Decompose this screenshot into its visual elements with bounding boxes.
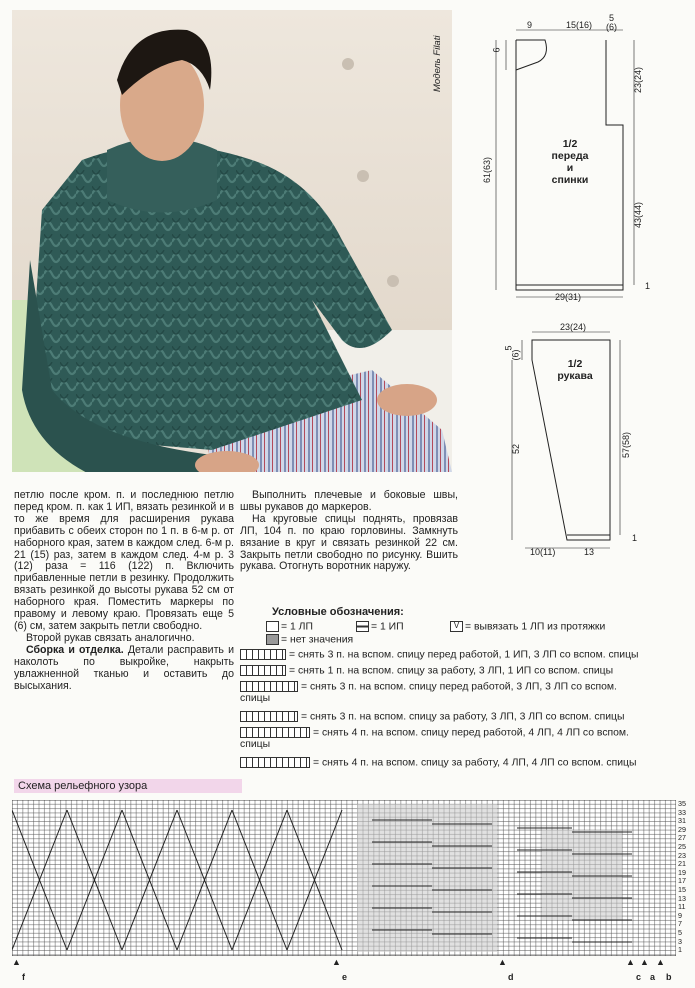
chart-row-number: 17 bbox=[678, 876, 686, 886]
chart-row-number: 3 bbox=[678, 936, 682, 946]
body-title-line: 1/2 bbox=[562, 138, 578, 150]
assembly-heading: Сборка и отделка. bbox=[26, 643, 124, 656]
chart-marker bbox=[626, 957, 642, 982]
marker-label: c bbox=[636, 972, 642, 982]
marker-arrow-icon: ▲ bbox=[498, 957, 507, 967]
marker-arrow-icon: ▲ bbox=[626, 957, 635, 967]
legend-item bbox=[240, 757, 636, 768]
legend-text: = 1 ЛП bbox=[281, 621, 313, 633]
sleeve-dim-right: 57(58) bbox=[621, 431, 632, 459]
legend-continuation: спицы bbox=[240, 739, 271, 750]
model-figure bbox=[12, 10, 452, 472]
sleeve-dim-bottom-right: 13 bbox=[584, 547, 595, 557]
dim-top-left: 9 bbox=[527, 20, 533, 30]
model-label: Модель Filati bbox=[432, 35, 443, 92]
chart-marker bbox=[640, 957, 656, 982]
knit-symbol bbox=[266, 621, 279, 632]
legend-text: = снять 4 п. на вспом. спицу перед работой, 4 ЛП, 4 ЛП со вспом. bbox=[313, 727, 629, 739]
body-title-line: спинки bbox=[551, 174, 589, 186]
chart-row-number: 15 bbox=[678, 884, 686, 894]
sleeve-dim-rib: 1 bbox=[632, 533, 638, 543]
marker-arrow-icon: ▲ bbox=[640, 957, 649, 967]
paragraph: На круговые спицы поднять, провязав ЛП, 104 п. по краю горловины. Замкнуть вязание в круг и связать резинкой 22 см. Закрыть петли свободно по рисунку. Вшить рукава. Отогнуть воротник наружу. bbox=[240, 512, 458, 573]
legend-text: = снять 3 п. на вспом. спицу за работу, 3 ЛП, 3 ЛП со вспом. спицы bbox=[301, 711, 625, 723]
chart-title: Схема рельефного узора bbox=[14, 779, 242, 793]
dim-right-lower: 43(44) bbox=[633, 201, 644, 229]
assembly-paragraph bbox=[14, 645, 234, 693]
legend-title: Условные обозначения: bbox=[272, 606, 404, 618]
sleeve-schematic bbox=[470, 320, 690, 560]
chart-marker bbox=[498, 957, 514, 982]
no-stitch-symbol bbox=[266, 634, 279, 645]
cable-1-3-back-symbol bbox=[240, 665, 286, 676]
chart-row-number: 25 bbox=[678, 841, 686, 851]
cable-3-1-front-symbol bbox=[240, 649, 286, 660]
chart-row-number: 19 bbox=[678, 867, 686, 877]
cable-3-3-back-symbol bbox=[240, 711, 298, 722]
cable-4-4-front-symbol bbox=[240, 727, 310, 738]
legend-item bbox=[240, 727, 629, 738]
sleeve-dim-cap: 5 bbox=[503, 345, 514, 351]
sleeve-title-line: 1/2 bbox=[567, 358, 583, 370]
chart-row-number: 35 bbox=[678, 799, 686, 808]
paragraph: Выполнить плечевые и боковые швы, швы рукавов до маркеров. bbox=[240, 489, 458, 513]
chart-row-number: 1 bbox=[678, 945, 682, 955]
chart-row-number: 27 bbox=[678, 833, 686, 843]
chart-row-number: 13 bbox=[678, 893, 686, 903]
legend bbox=[240, 606, 682, 781]
paragraph: Второй рукав связать аналогично. bbox=[26, 631, 195, 644]
cable-4-4-back-symbol bbox=[240, 757, 310, 768]
chart-marker bbox=[332, 957, 348, 982]
legend-item bbox=[240, 681, 617, 692]
sleeve-dim-left: 52 bbox=[511, 443, 522, 455]
chart-marker bbox=[12, 957, 25, 982]
legend-item bbox=[266, 621, 313, 632]
instructions-column-2 bbox=[240, 490, 458, 573]
sleeve-part-title bbox=[545, 358, 605, 382]
chart-row-number: 29 bbox=[678, 824, 686, 834]
chart-row-number: 9 bbox=[678, 910, 682, 920]
dim-bottom-width: 29(31) bbox=[555, 292, 582, 302]
marker-arrow-icon: ▲ bbox=[656, 957, 665, 967]
chart-row-number: 7 bbox=[678, 919, 682, 929]
legend-text: = 1 ИП bbox=[371, 621, 404, 633]
make-one-symbol: V bbox=[450, 621, 463, 632]
legend-text: = нет значения bbox=[281, 634, 354, 646]
marker-label: e bbox=[342, 972, 348, 982]
body-title-line: переда bbox=[551, 150, 589, 162]
legend-text: = снять 4 п. на вспом. спицу за работу, 4 ЛП, 4 ЛП со вспом. спицы bbox=[313, 757, 637, 769]
body-title-line: и bbox=[566, 162, 574, 174]
model-photo bbox=[12, 10, 452, 472]
legend-continuation: спицы bbox=[240, 693, 271, 704]
chart-row-number: 23 bbox=[678, 850, 686, 860]
paragraph: петлю после кром. п. и последнюю петлю перед кром. п. как 1 ИП, вязать резинкой и в то же время для расширения рукава прибавить с обеих сторон по 1 п. в 6-м р. от наборного края, затем в каждом след. 6-м р. 21 (15) раз, затем в каждом след. 4-м р. 3 (12) раза = 116 (122) п. Включить прибавленные петли в резинку. Продолжить вязать резинкой до высоты рукава 52 см от наборного края. Поместить маркеры по правому и левому краю. Провязать еще 5 (6) см, затем закрыть петли свободно. bbox=[14, 489, 234, 632]
dim-top-mid: 15(16) bbox=[566, 20, 593, 30]
chart-row-number: 33 bbox=[678, 807, 686, 817]
legend-item bbox=[356, 621, 404, 632]
chart-row-number: 11 bbox=[678, 902, 686, 912]
chart-row-numbers bbox=[678, 800, 694, 955]
marker-label: b bbox=[666, 972, 672, 982]
instructions-column-1 bbox=[14, 490, 234, 692]
marker-label: a bbox=[650, 972, 656, 982]
legend-text: = вывязать 1 ЛП из протяжки bbox=[465, 621, 606, 633]
chart-row-number: 5 bbox=[678, 927, 682, 937]
stitch-chart bbox=[12, 800, 676, 956]
purl-symbol bbox=[356, 621, 369, 632]
legend-item bbox=[266, 634, 353, 645]
dim-rib: 1 bbox=[645, 281, 651, 291]
dim-left-height: 61(63) bbox=[482, 156, 493, 184]
legend-item bbox=[240, 649, 639, 660]
legend-item bbox=[450, 621, 605, 632]
chart-shaded-area bbox=[542, 830, 622, 920]
sleeve-dim-top: 23(24) bbox=[560, 322, 587, 332]
legend-item bbox=[240, 711, 624, 722]
cable-3-3-front-symbol bbox=[240, 681, 298, 692]
chart-marker bbox=[656, 957, 672, 982]
marker-label: d bbox=[508, 972, 514, 982]
sleeve-dim-bottom-left: 10(11) bbox=[530, 547, 556, 557]
marker-label: f bbox=[22, 972, 25, 982]
marker-arrow-icon: ▲ bbox=[332, 957, 341, 967]
body-part-title bbox=[535, 138, 605, 186]
chart-row-number: 21 bbox=[678, 859, 686, 869]
dim-top-right2: (6) bbox=[606, 22, 617, 32]
legend-text: = снять 3 п. на вспом. спицу перед работой, 1 ИП, 3 ЛП со вспом. спицы bbox=[289, 649, 639, 661]
assembly-text: Детали расправить и наколоть по выкройке, накрыть увлажненной тканью и оставить до высыхания. bbox=[14, 643, 235, 692]
legend-item bbox=[240, 665, 613, 676]
dim-right-upper: 23(24) bbox=[633, 66, 644, 94]
marker-arrow-icon: ▲ bbox=[12, 957, 21, 967]
dim-top-right: 5 bbox=[609, 13, 615, 23]
dim-neck-depth: 6 bbox=[491, 47, 502, 53]
chart-markers bbox=[0, 958, 695, 988]
sleeve-title-line: рукава bbox=[557, 370, 593, 382]
chart-row-number: 31 bbox=[678, 816, 686, 826]
sleeve-dim-cap2: (6) bbox=[510, 349, 521, 361]
legend-text: = снять 3 п. на вспом. спицу перед работой, 3 ЛП, 3 ЛП со вспом. bbox=[301, 681, 617, 693]
legend-text: = снять 1 п. на вспом. спицу за работу, 3 ЛП, 1 ИП со вспом. спицы bbox=[289, 665, 614, 677]
